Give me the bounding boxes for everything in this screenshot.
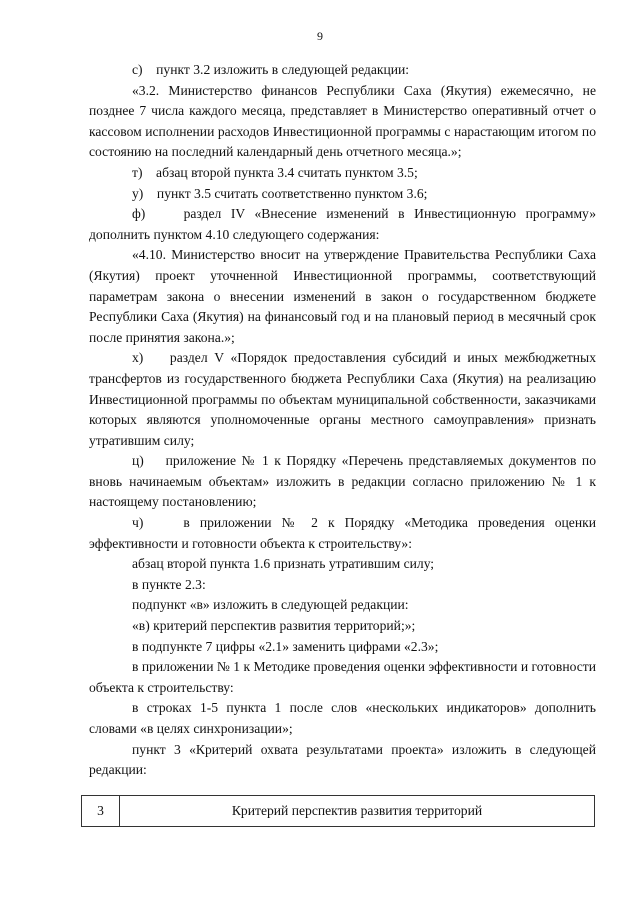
paragraph-item-f: ф) раздел IV «Внесение изменений в Инвестиционную программу» дополнить пунктом 4.10 следующего содержания:: [89, 206, 596, 242]
paragraph-point-3: пункт 3 «Критерий охвата результатами проекта» изложить в следующей редакции:: [89, 741, 596, 778]
paragraph-appendix-1: в приложении № 1 к Методике проведения оценки эффективности и готовности объекта к строительству:: [89, 659, 596, 695]
paragraph-item-u: у) пункт 3.5 считать соответственно пунктом 3.6;: [132, 185, 428, 201]
paragraph-quote-3-2: «3.2. Министерство финансов Республики Саха (Якутия) ежемесячно, не позднее 7 числа каждого месяца, представляет в Министерство оперативный отчет о кассовом исполнении расходов Инвестиционной программы с нарастающим итогом по состоянию на последний календарный день отчетного месяца.»;: [89, 82, 596, 160]
paragraph-subpoint-7: в подпункте 7 цифры «2.1» заменить цифрами «2.3»;: [132, 638, 439, 654]
paragraph-quote-v: «в) критерий перспектив развития территорий;»;: [132, 618, 416, 634]
paragraph-item-s: с) пункт 3.2 изложить в следующей редакции:: [132, 62, 410, 77]
paragraph-item-ch: ч) в приложении № 2 к Порядку «Методика проведения оценки эффективности и готовности объекта к строительству»:: [89, 515, 596, 551]
paragraph-subpoint-v: подпункт «в» изложить в следующей редакции:: [132, 597, 409, 613]
paragraph-item-ts: ц) приложение № 1 к Порядку «Перечень представляемых документов по вновь начинаемым объектам» изложить в редакции согласно приложению № 1 к настоящему постановлению;: [89, 453, 596, 510]
paragraph-point-2-3: в пункте 2.3:: [132, 576, 206, 592]
table-cell-name: Критерий перспектив развития территорий: [120, 796, 595, 827]
paragraph-para-1-6: абзац второй пункта 1.6 признать утратившим силу;: [132, 556, 435, 572]
page-number: 9: [317, 29, 323, 43]
criteria-table: [81, 795, 595, 827]
paragraph-item-kh: х) раздел V «Порядок предоставления субсидий и иных межбюджетных трансфертов из государственного бюджета Республики Саха (Якутия) на реализацию Инвестиционной программы по объектам муниципальной собственности, заказчиками которых являются уполномоченные органы местного самоуправления» признать утратившим силу;: [89, 350, 596, 448]
paragraph-item-t: т) абзац второй пункта 3.4 считать пунктом 3.5;: [132, 164, 418, 180]
paragraph-quote-4-10: «4.10. Министерство вносит на утверждение Правительства Республики Саха (Якутия) проект уточненной Инвестиционной программы, соответствующий параметрам закона о внесении изменений в закон о государственном бюджете Республики Саха (Якутия) на финансовый год и на плановый период в месячный срок после принятия закона.»;: [89, 247, 596, 345]
paragraph-rows-1-5: в строках 1-5 пункта 1 после слов «нескольких индикаторов» дополнить словами «в целях синхронизации»;: [89, 700, 596, 736]
document-body: [89, 60, 596, 781]
table-row: [82, 796, 595, 827]
table-cell-number: 3: [82, 796, 120, 827]
